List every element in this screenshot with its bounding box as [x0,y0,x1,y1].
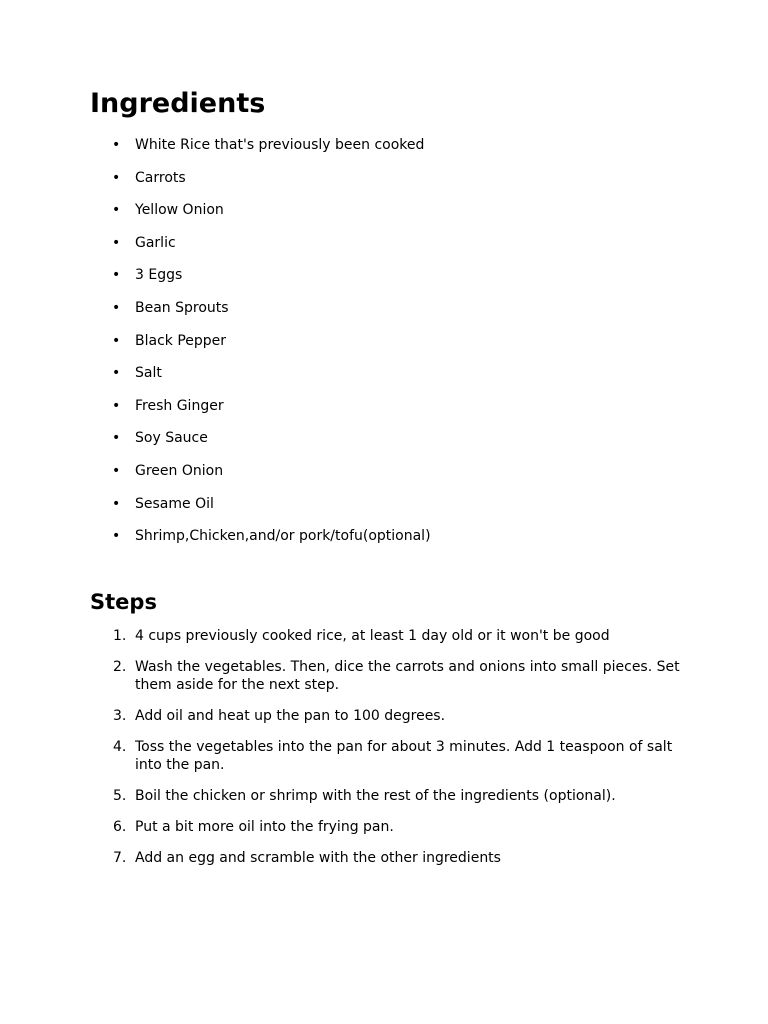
ingredient-text: Green Onion [135,462,224,479]
list-item [90,394,690,427]
list-item [90,231,690,264]
list-item [90,738,680,775]
list-item [90,166,690,199]
step-number: 6. [113,818,127,835]
list-item [90,658,680,695]
step-text: Add an egg and scramble with the other ingredients [135,849,501,866]
step-number: 4. [113,738,127,755]
ingredient-text: Yellow Onion [135,202,224,219]
list-item [90,787,680,806]
ingredient-text: Black Pepper [135,332,227,349]
list-item [90,296,690,329]
bullet-icon: • [112,462,121,479]
list-item [90,426,690,459]
list-item [90,198,690,231]
ingredient-text: White Rice that's previously been cooked [135,137,425,153]
list-item [90,459,690,492]
step-number: 1. [113,628,127,644]
bullet-icon: • [112,397,121,414]
bullet-icon: • [112,495,121,512]
steps-heading: Steps [90,590,157,614]
step-number: 2. [113,658,127,675]
bullet-icon: • [112,332,121,349]
step-text: Toss the vegetables into the pan for about 3 minutes. Add 1 teaspoon of salt into the pan. [135,738,673,774]
bullet-icon: • [112,202,121,219]
bullet-icon: • [112,299,121,316]
ingredient-text: Fresh Ginger [135,397,224,414]
bullet-icon: • [112,430,121,447]
step-text: Wash the vegetables. Then, dice the carrots and onions into small pieces. Set them aside for the next step. [135,658,680,694]
bullet-icon: • [112,267,121,284]
list-item [90,361,690,394]
list-item [90,627,680,646]
ingredient-text: Salt [135,365,162,382]
list-item [90,492,690,525]
step-text: Put a bit more oil into the frying pan. [135,818,394,835]
ingredients-heading: Ingredients [90,88,266,119]
ingredient-text: Bean Sprouts [135,299,229,316]
step-text: Boil the chicken or shrimp with the rest of the ingredients (optional). [135,788,616,805]
ingredient-text: Shrimp,Chicken,and/or pork/tofu(optional) [135,528,431,545]
list-item [90,707,680,726]
ingredient-text: Garlic [135,234,176,251]
step-text: 4 cups previously cooked rice, at least 1 day old or it won't be good [135,628,610,644]
ingredient-text: Sesame Oil [135,495,214,512]
bullet-icon: • [112,169,121,186]
list-item [90,849,680,868]
bullet-icon: • [112,528,121,545]
list-item [90,329,690,362]
list-item [90,263,690,296]
list-item [90,524,690,557]
list-item [90,818,680,837]
step-number: 3. [113,708,127,725]
step-text: Add oil and heat up the pan to 100 degrees. [135,708,446,725]
bullet-icon: • [112,365,121,382]
list-item [90,133,690,166]
bullet-icon: • [112,234,121,251]
step-list [90,627,680,880]
ingredient-text: Soy Sauce [135,430,208,447]
step-number: 7. [113,849,127,866]
bullet-icon: • [112,137,121,153]
ingredient-list [90,133,690,557]
ingredient-text: 3 Eggs [135,267,183,284]
ingredient-text: Carrots [135,169,186,186]
step-number: 5. [113,788,127,805]
